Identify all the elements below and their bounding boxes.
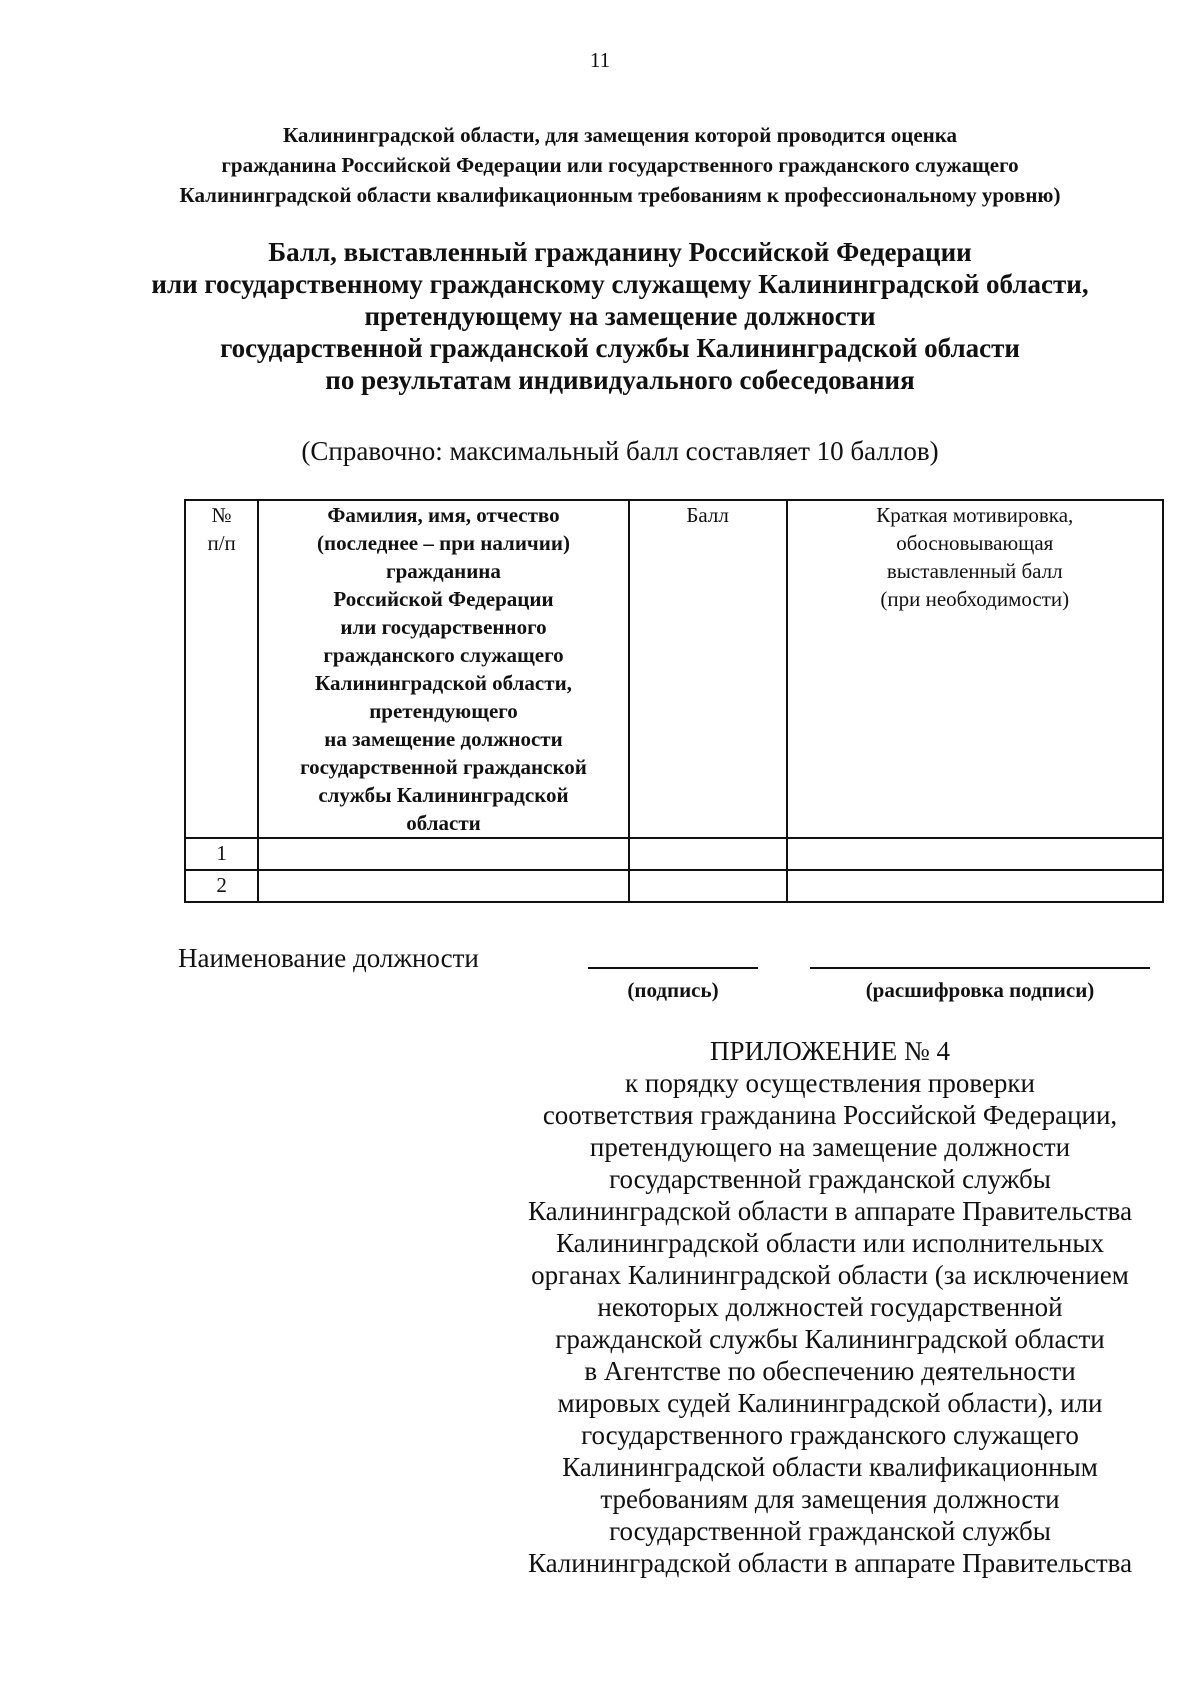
- header-name-line: или государственного: [340, 615, 547, 639]
- row-reason: [787, 870, 1163, 902]
- page-number: 11: [589, 48, 611, 72]
- intro-line: Калининградской области квалификационным требованиям к профессиональному уровню): [179, 183, 1061, 207]
- appendix-line: к порядку осуществления проверки: [625, 1068, 1035, 1098]
- decoding-caption: (расшифровка подписи): [865, 978, 1095, 1002]
- header-name-line: Российской Федерации: [333, 587, 554, 611]
- appendix-line: государственной гражданской службы: [609, 1164, 1051, 1194]
- intro-paragraph: [120, 120, 1120, 210]
- table-header-row: [185, 500, 1163, 838]
- appendix-line: гражданской службы Калининградской области: [555, 1324, 1105, 1354]
- row-score: [629, 838, 787, 870]
- appendix-line: претендующего на замещение должности: [589, 1132, 1071, 1162]
- row-full-name: [258, 838, 628, 870]
- appendix-line: Калининградской области в аппарате Правительства: [527, 1196, 1133, 1226]
- appendix-line: в Агентстве по обеспечению деятельности: [584, 1356, 1076, 1386]
- header-name-line: области: [406, 811, 481, 835]
- appendix-line: требованиям для замещения должности: [600, 1484, 1060, 1514]
- header-number-line: №: [211, 503, 232, 527]
- table-row: [185, 870, 1163, 902]
- header-reason: [787, 500, 1163, 838]
- appendix-line: некоторых должностей государственной: [597, 1292, 1063, 1322]
- signature-caption: (подпись): [627, 978, 719, 1002]
- score-table: [184, 499, 1164, 903]
- header-name-line: гражданского служащего: [323, 643, 564, 667]
- appendix-line: государственной гражданской службы: [609, 1516, 1051, 1546]
- header-name-line: претендующего: [369, 699, 518, 723]
- intro-line: Калининградской области, для замещения которой проводится оценка: [282, 123, 958, 147]
- appendix-line: Калининградской области квалификационным: [562, 1452, 1098, 1482]
- appendix-line: мировых судей Калининградской области), или: [557, 1388, 1103, 1418]
- header-score: Балл: [629, 500, 787, 838]
- title-line: претендующему на замещение должности: [364, 301, 876, 331]
- row-reason: [787, 838, 1163, 870]
- document-title: [120, 236, 1120, 396]
- title-line: по результатам индивидуального собеседования: [325, 365, 915, 395]
- header-name-line: на замещение должности: [324, 727, 563, 751]
- header-reason-line: (при необходимости): [880, 587, 1070, 611]
- title-line: Балл, выставленный гражданину Российской Федерации: [268, 237, 972, 267]
- header-name-line: службы Калининградской: [318, 783, 569, 807]
- header-name-line: гражданина: [386, 559, 501, 583]
- header-reason-line: обосновывающая: [896, 531, 1054, 555]
- header-reason-line: выставленный балл: [886, 559, 1063, 583]
- signature-decoding-line: [810, 967, 1150, 969]
- row-full-name: [258, 870, 628, 902]
- appendix-line: органах Калининградской области (за исключением: [531, 1260, 1129, 1290]
- position-label: Наименование должности: [178, 943, 479, 973]
- table-row: [185, 838, 1163, 870]
- header-full-name: [258, 500, 628, 838]
- title-line: государственной гражданской службы Калининградской области: [220, 333, 1020, 363]
- header-reason-line: Краткая мотивировка,: [876, 503, 1074, 527]
- appendix-line: Калининградской области или исполнительных: [555, 1228, 1105, 1258]
- title-line: или государственному гражданскому служащему Калининградской области,: [151, 269, 1089, 299]
- row-number: 1: [185, 838, 258, 870]
- header-name-line: Фамилия, имя, отчество: [327, 503, 560, 527]
- row-number: 2: [185, 870, 258, 902]
- header-name-line: государственной гражданской: [300, 755, 587, 779]
- signature-line: [588, 967, 758, 969]
- appendix-line: Калининградской области в аппарате Правительства: [527, 1548, 1133, 1578]
- row-score: [629, 870, 787, 902]
- header-number: [185, 500, 258, 838]
- header-name-line: Калининградской области,: [315, 671, 572, 695]
- appendix-title: ПРИЛОЖЕНИЕ № 4: [709, 1036, 951, 1066]
- appendix-line: соответствия гражданина Российской Федерации,: [542, 1100, 1118, 1130]
- intro-line: гражданина Российской Федерации или государственного гражданского служащего: [221, 153, 1019, 177]
- appendix-body: [500, 1067, 1160, 1579]
- header-name-line: (последнее – при наличии): [317, 531, 570, 555]
- reference-note: (Справочно: максимальный балл составляет 10 баллов): [301, 436, 939, 466]
- header-number-line: п/п: [207, 531, 236, 555]
- appendix-line: государственного гражданского служащего: [581, 1420, 1079, 1450]
